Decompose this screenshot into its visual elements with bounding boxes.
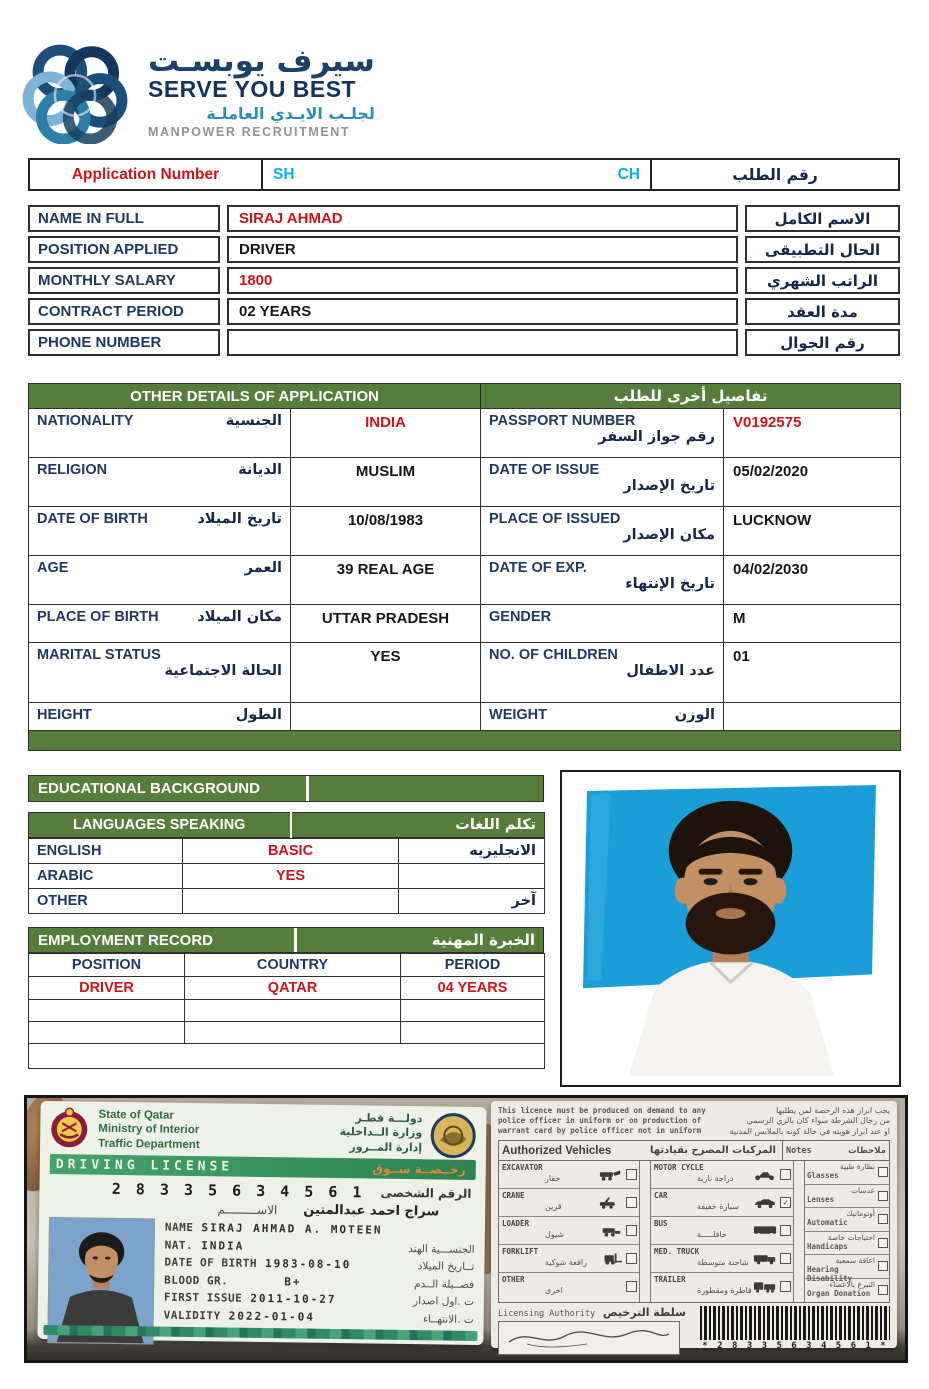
field-value: 2011-10-27	[250, 1291, 337, 1307]
trailer-icon	[753, 1281, 777, 1293]
field-value: 1800	[227, 267, 738, 294]
name-arabic: سراج احمد عبدالمتين	[303, 1202, 440, 1220]
field-label-arabic: الديانة	[238, 462, 282, 478]
field-label-arabic: ت .اول اصدار	[412, 1295, 475, 1308]
field-label: FIRST ISSUE	[163, 1290, 243, 1305]
vehicle-label-arabic: سيارة خفيفة	[697, 1202, 739, 1212]
issuer-ministry-ar: وزارة الــداخلية	[339, 1125, 423, 1140]
bus-icon	[753, 1225, 777, 1237]
note-row	[805, 1208, 889, 1232]
field-value: 05/02/2020	[724, 458, 901, 507]
field-value: YES	[291, 643, 481, 703]
license-field-row	[164, 1256, 474, 1273]
field-label-arabic: الجنسية	[225, 413, 282, 429]
driving-license-scan	[24, 1095, 908, 1363]
vehicle-label: CAR	[654, 1191, 668, 1201]
notice-line-arabic: او عند ابراز هويته في حالة كونه بالملابس المدنية	[729, 1126, 890, 1136]
table-row	[29, 1022, 545, 1044]
field-label: NO. OF CHILDREN	[489, 647, 618, 663]
column-header: COUNTRY	[185, 954, 401, 977]
note-label: Glasses	[807, 1171, 839, 1181]
section-title: EMPLOYMENT RECORD	[38, 931, 214, 949]
company-logo	[16, 40, 375, 144]
employment-country	[185, 1000, 401, 1022]
license-back-card	[491, 1101, 897, 1352]
table-row	[29, 977, 545, 1000]
license-number: 2 8 3 3 5 6 3 4 5 6 1	[111, 1179, 365, 1202]
note-checkbox	[878, 1261, 888, 1271]
logo-arabic-name: سيرف يوبسـت	[148, 43, 375, 80]
vehicle-label-arabic: حافلـــــة	[697, 1230, 727, 1240]
vehicle-label-arabic: شاحنة متوسطة	[697, 1258, 749, 1268]
employment-position	[29, 1000, 185, 1022]
field-value: INDIA	[291, 409, 481, 458]
other-details-header-ar: تفاصيل أخرى للطلب	[481, 384, 901, 409]
signature-scribble	[499, 1322, 679, 1354]
vehicle-label: CRANE	[502, 1191, 525, 1201]
header-divider	[306, 776, 309, 801]
note-row	[805, 1232, 889, 1256]
application-number-arabic: رقم الطلب	[732, 165, 818, 184]
field-label-arabic: رقم الجوال	[745, 329, 900, 356]
authorized-vehicles-title-arabic: المركبات المصرح بقيادتها	[650, 1145, 776, 1157]
license-title: DRIVING LICENSE	[55, 1156, 234, 1175]
logo-text	[148, 45, 375, 139]
authority-label: Licensing Authority	[498, 1309, 596, 1320]
vehicle-checkbox	[780, 1225, 791, 1236]
vehicle-row	[499, 1217, 639, 1245]
languages-header-en: LANGUAGES SPEAKING	[29, 813, 291, 838]
license-notice	[498, 1106, 890, 1137]
employment-country: QATAR	[185, 977, 401, 1000]
vehicle-label-arabic: دراجة نارية	[697, 1174, 734, 1184]
vehicle-checkbox	[780, 1253, 791, 1264]
table-row	[29, 889, 545, 914]
languages-header	[29, 813, 545, 838]
vehicle-row	[499, 1245, 639, 1273]
note-label-arabic: اعاقة سمعية	[835, 1256, 875, 1266]
license-number-label-arabic: الرقم الشخصى	[380, 1185, 472, 1201]
notice-en	[498, 1106, 706, 1137]
note-checkbox	[878, 1191, 888, 1201]
loader-icon	[599, 1225, 623, 1237]
note-checkbox	[878, 1238, 888, 1248]
excavator-icon	[599, 1169, 623, 1181]
note-checkbox	[878, 1214, 888, 1224]
portrait-image	[571, 781, 890, 1076]
motorcycle-icon	[753, 1169, 777, 1181]
field-value: MUSLIM	[291, 458, 481, 507]
employment-position: DRIVER	[29, 977, 185, 1000]
field-value: DRIVER	[227, 236, 738, 263]
employment-columns	[29, 954, 545, 977]
field-value: 01	[724, 643, 901, 703]
field-label: NATIONALITY	[37, 413, 134, 429]
notice-line: police officer in uniform or on production of	[498, 1115, 702, 1125]
vehicle-checkbox	[780, 1169, 791, 1180]
vehicle-row	[499, 1273, 639, 1301]
qatar-emblem-icon	[50, 1107, 89, 1152]
vehicle-label-arabic: قرين	[545, 1202, 562, 1212]
note-label: Automatic	[807, 1218, 848, 1228]
logo-arabic-tagline: لجلـب الايـدي العاملـة	[206, 104, 375, 124]
field-label: PHONE NUMBER	[28, 329, 220, 356]
notice-line-arabic: من رجال الشرطة سواء كان بالزي الرسمي	[746, 1116, 890, 1126]
languages-header-ar: تكلم اللغات	[291, 813, 545, 838]
license-field-row	[165, 1221, 475, 1238]
field-value	[724, 703, 901, 731]
field-label-arabic: الجنســـية الهند	[408, 1242, 475, 1256]
language-label: ENGLISH	[29, 839, 183, 864]
employment-record-header	[28, 927, 544, 953]
note-label-arabic: أوتوماتيك	[846, 1209, 875, 1219]
application-number-sh: SH	[273, 165, 295, 183]
field-label: DATE OF ISSUE	[489, 462, 600, 478]
authorized-vehicles-header	[499, 1141, 889, 1161]
vehicle-checkbox	[626, 1197, 637, 1208]
field-label-arabic: الاسم الكامل	[745, 205, 900, 232]
barcode-text: * 2 8 3 3 5 6 3 4 5 6 1 *	[702, 1341, 888, 1352]
license-field-row	[164, 1291, 474, 1308]
notes-label: Notes	[786, 1145, 812, 1156]
field-value	[227, 329, 738, 356]
vehicle-label-arabic: قاطرة ومقطورة	[697, 1286, 752, 1296]
vehicle-checkbox	[626, 1169, 637, 1180]
language-level: BASIC	[183, 839, 399, 864]
table-row	[29, 458, 901, 507]
notice-line: This licence must be produced on demand to any	[498, 1106, 706, 1115]
forklift-icon	[599, 1253, 623, 1265]
note-label: Organ Donation	[807, 1288, 871, 1298]
language-label-arabic: آخر	[399, 889, 545, 914]
vehicle-row	[651, 1245, 793, 1273]
authorized-vehicles-title: Authorized Vehicles	[502, 1144, 612, 1157]
license-field-row	[165, 1238, 475, 1255]
field-label-arabic: عدد الاطفال	[626, 663, 716, 679]
field-label: BLOOD GR.	[164, 1273, 229, 1288]
field-label-arabic: العمر	[244, 560, 282, 576]
vehicle-label-arabic: رافعة شوكية	[545, 1258, 587, 1268]
vehicle-label: TRAILER	[654, 1275, 686, 1285]
issuer-ministry: Ministry of Interior	[98, 1123, 200, 1137]
field-value: 02 YEARS	[227, 298, 738, 325]
field-label: GENDER	[489, 609, 552, 625]
authorized-vehicles-table	[498, 1140, 890, 1303]
note-label-arabic: نظارة طبية	[840, 1162, 875, 1172]
field-label-arabic: مدة العقد	[745, 298, 900, 325]
license-field-row	[164, 1308, 474, 1325]
divider-strip	[640, 1161, 651, 1302]
field-value: INDIA	[201, 1238, 245, 1253]
field-label-arabic: الراتب الشهري	[745, 267, 900, 294]
issuer-state-ar: دولـــة قطـر	[355, 1111, 423, 1126]
language-label-arabic: الانجليزيه	[399, 839, 545, 864]
vehicle-checkbox: ✓	[780, 1197, 791, 1208]
vehicle-row	[499, 1161, 639, 1189]
other-details-header	[29, 384, 901, 409]
personal-details-table	[28, 205, 900, 356]
note-label-arabic: احتياجات خاصة	[827, 1232, 875, 1242]
employment-period: 04 YEARS	[401, 977, 545, 1000]
field-label-arabic: الحالة الاجتماعية	[164, 663, 282, 679]
field-label-arabic: مكان الميلاد	[197, 609, 282, 625]
note-checkbox	[878, 1285, 888, 1295]
field-label: DATE OF EXP.	[489, 560, 587, 576]
logo-knot-icon	[16, 40, 134, 144]
barcode-bars	[700, 1306, 890, 1340]
header-divider	[294, 928, 297, 952]
applicant-photo	[560, 770, 901, 1087]
vehicle-checkbox	[780, 1281, 791, 1292]
table-row	[29, 643, 901, 703]
issuer-department-ar: إدارة المــرور	[349, 1139, 423, 1154]
field-label: PASSPORT NUMBER	[489, 413, 636, 429]
application-number-label: Application Number	[30, 160, 263, 189]
educational-background-header	[28, 775, 544, 802]
table-row	[29, 703, 901, 731]
logo-name: SERVE YOU BEST	[148, 76, 357, 103]
field-label: AGE	[37, 560, 69, 576]
field-label-arabic: مكان الإصدار	[623, 527, 716, 543]
vehicles-column-left	[499, 1161, 640, 1302]
notes-column	[805, 1161, 889, 1302]
column-header: PERIOD	[401, 954, 545, 977]
employment-period	[401, 1000, 545, 1022]
authorized-vehicles-body	[499, 1161, 889, 1302]
field-label-arabic: رقم جواز السفر	[598, 429, 716, 445]
license-front-card	[37, 1101, 486, 1345]
note-checkbox	[878, 1167, 888, 1177]
field-value: 1983-08-10	[264, 1257, 352, 1272]
field-label-arabic: تاريخ الإنتهاء	[625, 576, 716, 592]
med-truck-icon	[753, 1253, 777, 1265]
authority-label-arabic: سلطة الترخيص	[602, 1306, 686, 1320]
vehicle-checkbox	[626, 1225, 637, 1236]
logo-tagline: MANPOWER RECRUITMENT	[148, 124, 351, 139]
other-details-header-en: OTHER DETAILS OF APPLICATION	[29, 384, 481, 409]
field-label-arabic: تاريخ الإصدار	[623, 478, 716, 494]
name-label-arabic: الاســـــــــم	[217, 1201, 278, 1217]
employment-position	[29, 1022, 185, 1044]
language-level	[183, 889, 399, 914]
field-label: WEIGHT	[489, 707, 548, 723]
field-label: RELIGION	[37, 462, 108, 478]
field-label-arabic: الحال التطبيقى	[745, 236, 900, 263]
licensing-authority	[498, 1306, 686, 1355]
notes-label-arabic: ملاحظات	[848, 1145, 886, 1156]
field-value: SIRAJ AHMAD	[227, 205, 738, 232]
note-row	[805, 1279, 889, 1303]
employment-table	[28, 953, 545, 1069]
section-title: EDUCATIONAL BACKGROUND	[38, 780, 260, 797]
field-value	[291, 703, 481, 731]
notice-line-arabic: يجب ابراز هذه الرخصة لمن يطلبها	[776, 1106, 890, 1115]
table-row	[29, 507, 901, 556]
field-label-arabic: تاريخ الميلاد	[197, 511, 282, 527]
car-icon	[753, 1197, 777, 1209]
language-label: ARABIC	[29, 864, 183, 889]
table-footer-bar	[29, 731, 901, 751]
field-label: PLACE OF ISSUED	[489, 511, 621, 527]
language-label-arabic	[399, 864, 545, 889]
vehicle-label: BUS	[654, 1219, 668, 1229]
languages-table	[28, 812, 545, 838]
employment-country	[185, 1022, 401, 1044]
employment-period	[401, 1022, 545, 1044]
field-value: SIRAJ AHMAD A. MOTEEN	[201, 1221, 383, 1237]
vehicle-label: MED. TRUCK	[654, 1247, 700, 1257]
field-label: VALIDITY	[163, 1308, 221, 1322]
vehicles-column-right	[651, 1161, 794, 1302]
license-field-row	[164, 1273, 474, 1290]
field-label-arabic: ت .الانتهــاء	[422, 1312, 474, 1326]
vehicle-label: OTHER	[502, 1275, 525, 1285]
field-label-arabic: تــاريخ الميلاد	[417, 1260, 475, 1273]
field-value: V0192575	[724, 409, 901, 458]
license-issuer-ar	[339, 1111, 430, 1155]
vehicle-label: LOADER	[502, 1219, 530, 1229]
vehicle-label: FORKLIFT	[502, 1247, 539, 1257]
table-row	[29, 864, 545, 889]
table-row	[29, 605, 901, 643]
field-label: DATE OF BIRTH	[37, 511, 148, 527]
signature-box	[498, 1321, 680, 1355]
field-label-arabic: فصــيلة الــدم	[413, 1277, 475, 1291]
divider-strip	[794, 1161, 805, 1302]
languages-rows	[28, 838, 545, 914]
field-label: NAME IN FULL	[28, 205, 220, 232]
column-header: POSITION	[29, 954, 185, 977]
section-title-arabic: الخبرة المهنية	[431, 931, 535, 949]
vehicle-row	[499, 1189, 639, 1217]
field-label-arabic: الطول	[235, 707, 282, 723]
license-title-arabic: رخــصــة ســوق	[372, 1161, 466, 1177]
vehicle-label-arabic: حفار	[545, 1174, 561, 1184]
field-label: CONTRACT PERIOD	[28, 298, 220, 325]
table-row	[29, 839, 545, 864]
field-label-arabic: الوزن	[674, 707, 716, 723]
field-value: 04/02/2030	[724, 556, 901, 605]
application-number-row	[28, 158, 900, 191]
other-details-table	[28, 383, 901, 751]
note-label: Lenses	[807, 1194, 835, 1204]
note-row	[805, 1161, 889, 1185]
notice-line: warrant card by police officer not in uniform	[498, 1125, 702, 1135]
table-row	[29, 1000, 545, 1022]
language-label: OTHER	[29, 889, 183, 914]
field-value: 10/08/1983	[291, 507, 481, 556]
gcc-emblem-icon	[430, 1112, 477, 1159]
field-label: NAME	[164, 1220, 194, 1235]
notes-header	[782, 1141, 889, 1160]
vehicle-label-arabic: شيول	[545, 1230, 565, 1240]
application-number-value	[263, 160, 652, 189]
field-label: MARITAL STATUS	[37, 647, 161, 663]
field-label: PLACE OF BIRTH	[37, 609, 159, 625]
field-label: NAT.	[164, 1238, 194, 1252]
vehicle-checkbox	[626, 1281, 637, 1292]
table-row	[29, 556, 901, 605]
field-value: M	[724, 605, 901, 643]
notice-ar	[730, 1106, 890, 1137]
note-label: Handicaps	[807, 1241, 848, 1251]
note-label-arabic: التبرع بالاعضاء	[829, 1279, 875, 1289]
vehicle-label: MOTOR CYCLE	[654, 1163, 704, 1173]
table-row	[29, 1044, 545, 1069]
field-value: 39 REAL AGE	[291, 556, 481, 605]
vehicle-checkbox	[626, 1253, 637, 1264]
field-label: MONTHLY SALARY	[28, 267, 220, 294]
issuer-department: Traffic Department	[98, 1137, 200, 1151]
field-label: HEIGHT	[37, 707, 92, 723]
field-label: DATE OF BIRTH	[164, 1255, 258, 1270]
issuer-state: State of Qatar	[98, 1108, 174, 1122]
field-label: POSITION APPLIED	[28, 236, 220, 263]
vehicle-row	[651, 1273, 793, 1301]
vehicle-label: EXCAVATOR	[502, 1163, 543, 1173]
note-label-arabic: عدسات	[850, 1185, 875, 1195]
language-level: YES	[183, 864, 399, 889]
application-number-ch: CH	[617, 165, 640, 183]
field-value: B+	[284, 1274, 302, 1289]
license-back-footer	[498, 1306, 890, 1355]
vehicle-row	[651, 1217, 793, 1245]
vehicle-row	[651, 1161, 793, 1189]
license-name-arabic-row	[49, 1199, 475, 1220]
field-value: 2022-01-04	[228, 1309, 316, 1324]
crane-icon	[599, 1197, 623, 1209]
field-value: UTTAR PRADESH	[291, 605, 481, 643]
note-row	[805, 1185, 889, 1209]
barcode	[700, 1306, 890, 1351]
table-row	[29, 409, 901, 458]
vehicle-label-arabic: اخرى	[545, 1286, 563, 1296]
field-value: LUCKNOW	[724, 507, 901, 556]
note-label: Hearing Disability	[807, 1265, 853, 1284]
vehicle-row	[651, 1189, 793, 1217]
license-issuer-en	[98, 1108, 200, 1153]
